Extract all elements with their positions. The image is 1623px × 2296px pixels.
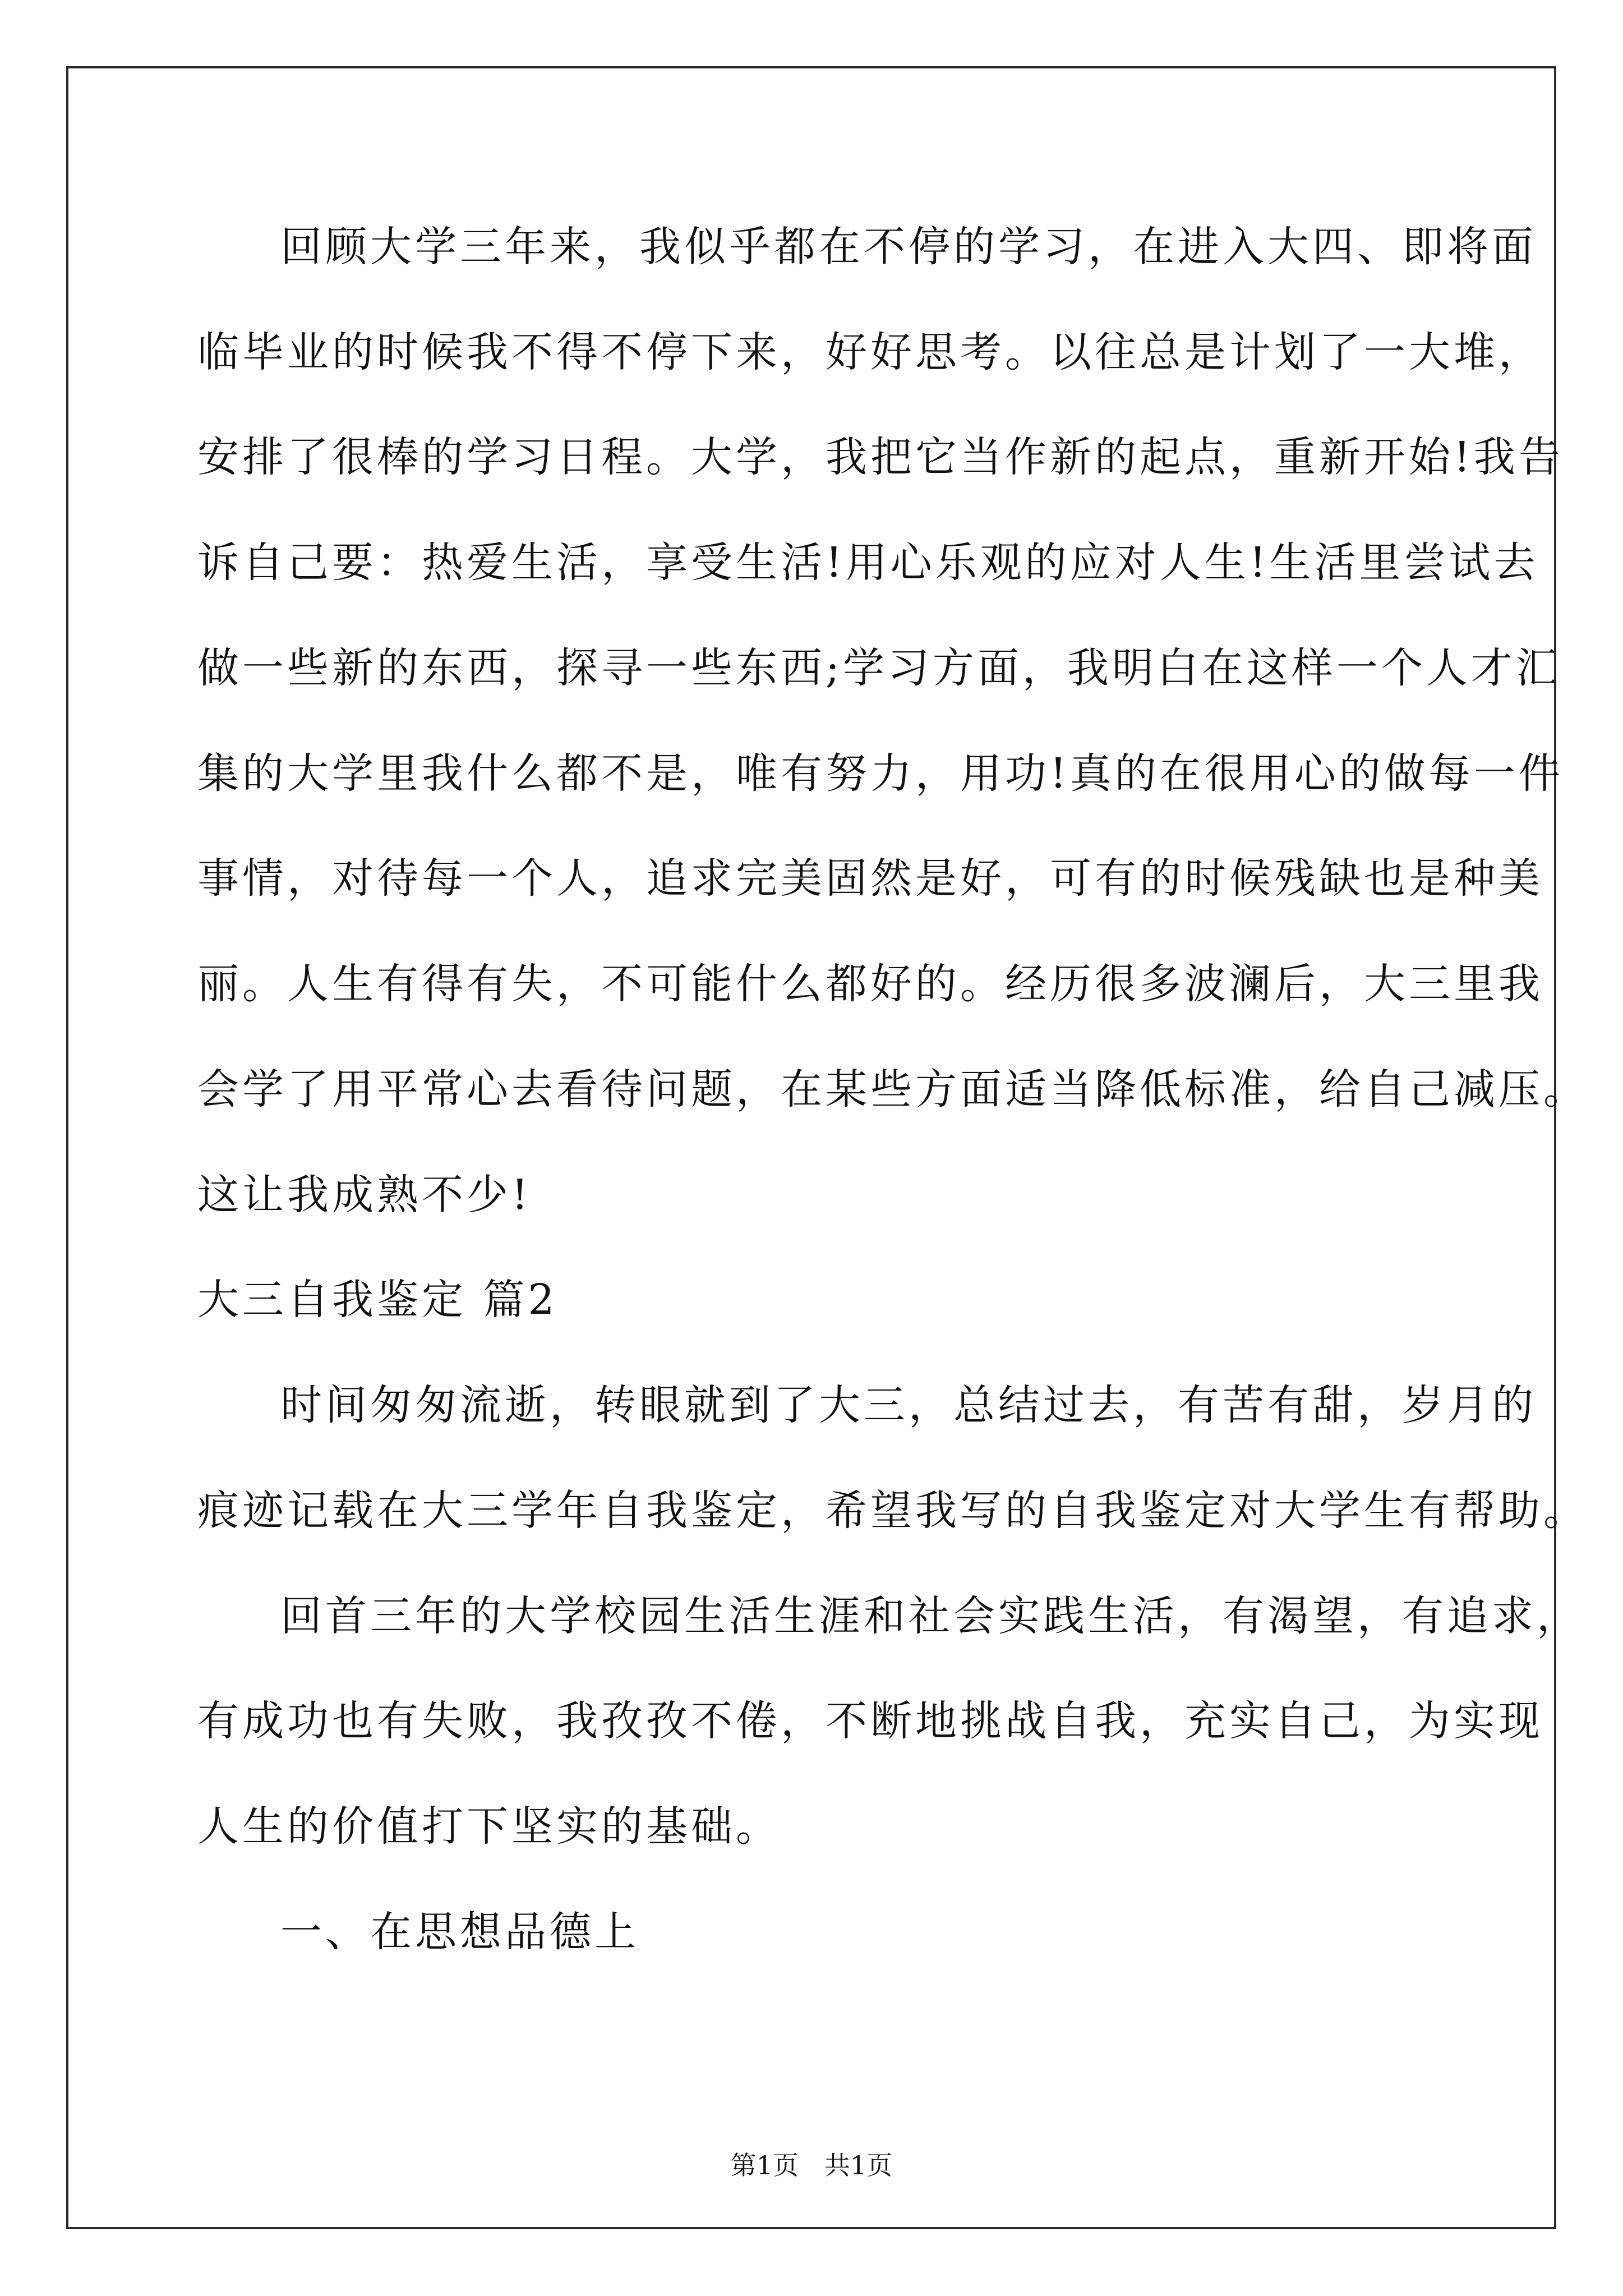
page-border (66, 66, 1556, 2229)
paragraph-line: 会学了用平常心去看待问题，在某些方面适当降低标准，给自己减压。 (197, 1065, 1588, 1114)
paragraph-line: 回顾大学三年来，我似乎都在不停的学习，在进入大四、即将面 (280, 223, 1537, 271)
paragraph-line: 做一些新的东西，探寻一些东西;学习方面，我明白在这样一个人才汇 (197, 644, 1561, 692)
paragraph-line: 回首三年的大学校园生活生涯和社会实践生活，有渴望，有追求， (280, 1592, 1581, 1640)
paragraph-line: 这让我成熟不少! (197, 1171, 532, 1219)
paragraph-line: 时间匆匆流逝，转眼就到了大三，总结过去，有苦有甜，岁月的 (280, 1381, 1537, 1429)
paragraph-line: 事情，对待每一个人，追求完美固然是好，可有的时候残缺也是种美 (197, 854, 1543, 903)
paragraph-line: 诉自己要：热爱生活，享受生活!用心乐观的应对人生!生活里尝试去 (197, 539, 1539, 587)
paragraph-line: 人生的价值打下坚实的基础。 (197, 1802, 781, 1851)
paragraph-line: 痕迹记载在大三学年自我鉴定，希望我写的自我鉴定对大学生有帮助。 (197, 1487, 1588, 1535)
paragraph-line: 集的大学里我什么都不是，唯有努力，用功!真的在很用心的做每一件 (197, 749, 1564, 798)
paragraph-line: 安排了很棒的学习日程。大学，我把它当作新的起点，重新开始!我告 (197, 433, 1564, 481)
paragraph-line: 丽。人生有得有失，不可能什么都好的。经历很多波澜后，大三里我 (197, 960, 1543, 1008)
section-heading: 大三自我鉴定 篇2 (197, 1276, 558, 1324)
paragraph-line: 有成功也有失败，我孜孜不倦，不断地挑战自我，充实自己，为实现 (197, 1697, 1543, 1745)
paragraph-line: 临毕业的时候我不得不停下来，好好思考。以往总是计划了一大堆， (197, 328, 1543, 376)
subsection-heading: 一、在思想品德上 (280, 1908, 639, 1956)
page-number: 第1页 共1页 (730, 2150, 893, 2180)
